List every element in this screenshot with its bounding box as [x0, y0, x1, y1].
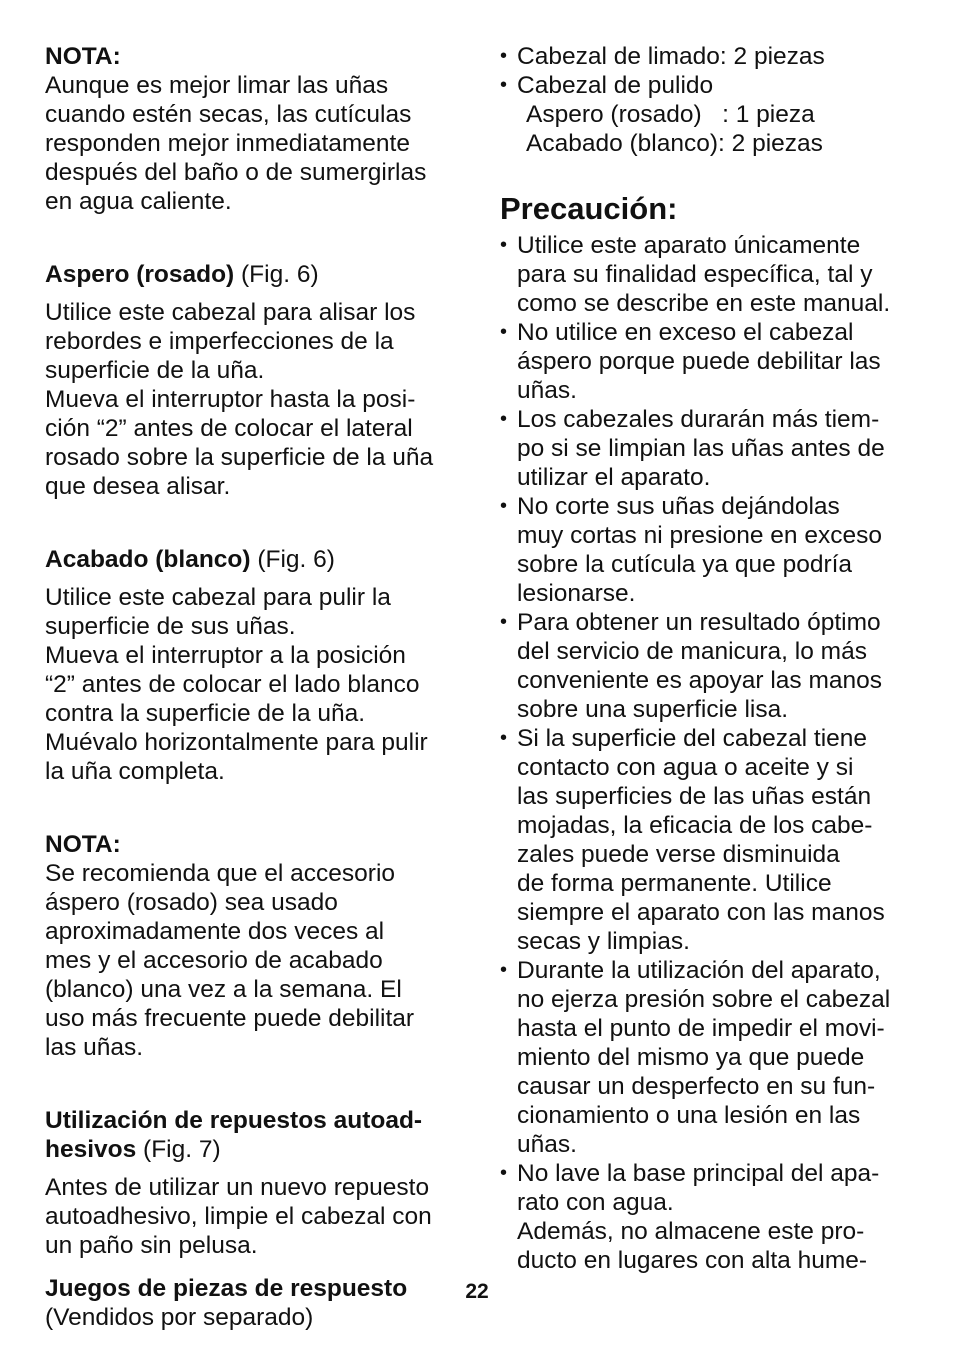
- caution-line: Utilice este aparato únicamente: [517, 232, 861, 259]
- acabado-title: Acabado (blanco): [45, 546, 251, 573]
- paragraph-line: rebordes e imperfecciones de la: [45, 328, 394, 355]
- note-line: las uñas.: [45, 1034, 144, 1061]
- caution-line: secas y limpias.: [517, 928, 690, 955]
- note-line: Se recomienda que el accesorio: [45, 860, 396, 887]
- page-number: 22: [465, 1280, 489, 1303]
- acabado-heading: [45, 545, 465, 574]
- paragraph-line: Mueva el interruptor a la posición: [45, 642, 406, 669]
- caution-line: sobre la cutícula ya que podría: [517, 551, 853, 578]
- caution-line: cionamiento o una lesión en las: [517, 1102, 861, 1129]
- caution-line: Si la superficie del cabezal tiene: [517, 725, 868, 752]
- caution-heading: Precaución:: [500, 191, 678, 226]
- caution-line: Además, no almacene este pro-: [517, 1218, 865, 1245]
- caution-line: uñas.: [517, 377, 577, 404]
- juegos-title: Juegos de piezas de respuesto: [45, 1275, 408, 1302]
- juegos-subtitle: (Vendidos por separado): [45, 1304, 314, 1331]
- note-line: cuando estén secas, las cutículas: [45, 101, 412, 128]
- note-section-2: [45, 830, 465, 1062]
- aspero-section: [45, 260, 465, 501]
- caution-line: de forma permanente. Utilice: [517, 870, 832, 897]
- caution-item: [500, 231, 920, 318]
- repuestos-heading: [45, 1135, 465, 1164]
- repuestos-title-line-2: hesivos: [45, 1136, 137, 1163]
- note-line: Aunque es mejor limar las uñas: [45, 72, 389, 99]
- paragraph-line: Utilice este cabezal para pulir la: [45, 584, 391, 611]
- aspero-title: Aspero (rosado): [45, 261, 235, 288]
- caution-line: no ejerza presión sobre el cabezal: [517, 986, 891, 1013]
- bullet-icon: •: [500, 234, 508, 256]
- note-label: NOTA:: [45, 43, 121, 70]
- caution-line: sobre una superficie lisa.: [517, 696, 789, 723]
- paragraph-line: la uña completa.: [45, 758, 225, 785]
- parts-sub-item: Acabado (blanco): 2 piezas: [526, 130, 823, 157]
- caution-line: Los cabezales durarán más tiem-: [517, 406, 880, 433]
- parts-list: [500, 42, 920, 158]
- figure-reference: (Fig. 6): [250, 546, 335, 573]
- bullet-icon: •: [500, 495, 508, 517]
- caution-line: las superficies de las uñas están: [517, 783, 872, 810]
- caution-line: muy cortas ni presione en exceso: [517, 522, 882, 549]
- paragraph-line: ción “2” antes de colocar el lateral: [45, 415, 413, 442]
- caution-line: No corte sus uñas dejándolas: [517, 493, 840, 520]
- note-section-1: [45, 42, 465, 216]
- caution-item: [500, 405, 920, 492]
- paragraph-line: superficie de sus uñas.: [45, 613, 296, 640]
- note-line: en agua caliente.: [45, 188, 232, 215]
- caution-line: lesionarse.: [517, 580, 636, 607]
- caution-line: zales puede verse disminuida: [517, 841, 840, 868]
- paragraph-line: que desea alisar.: [45, 473, 231, 500]
- caution-line: mojadas, la eficacia de los cabe-: [517, 812, 873, 839]
- caution-item: [500, 956, 920, 1159]
- caution-line: para su finalidad específica, tal y: [517, 261, 873, 288]
- note-line: aproximadamente dos veces al: [45, 918, 385, 945]
- note-line: mes y el accesorio de acabado: [45, 947, 383, 974]
- bullet-icon: •: [500, 408, 508, 430]
- figure-reference: (Fig. 6): [234, 261, 319, 288]
- caution-line: utilizar el aparato.: [517, 464, 711, 491]
- caution-item: [500, 1159, 920, 1275]
- caution-item: [500, 608, 920, 724]
- repuestos-title-line-1: Utilización de repuestos autoad-: [45, 1107, 423, 1134]
- caution-line: conveniente es apoyar las manos: [517, 667, 882, 694]
- right-column: [500, 42, 920, 1275]
- bullet-icon: •: [500, 74, 508, 96]
- note-label: NOTA:: [45, 831, 121, 858]
- caution-line: como se describe en este manual.: [517, 290, 891, 317]
- note-line: responden mejor inmediatamente: [45, 130, 410, 157]
- bullet-icon: •: [500, 959, 508, 981]
- caution-line: No lave la base principal del apa-: [517, 1160, 880, 1187]
- caution-item: [500, 724, 920, 956]
- caution-item: [500, 492, 920, 608]
- repuestos-section: [45, 1106, 465, 1260]
- paragraph-line: Muévalo horizontalmente para pulir: [45, 729, 428, 756]
- caution-line: rato con agua.: [517, 1189, 674, 1216]
- caution-line: contacto con agua o aceite y si: [517, 754, 854, 781]
- bullet-icon: •: [500, 321, 508, 343]
- note-line: después del baño o de sumergirlas: [45, 159, 427, 186]
- caution-line: No utilice en exceso el cabezal: [517, 319, 854, 346]
- paragraph-line: contra la superficie de la uña.: [45, 700, 366, 727]
- caution-line: áspero porque puede debilitar las: [517, 348, 881, 375]
- parts-item-text: Cabezal de pulido: [517, 72, 714, 99]
- parts-list-item: [500, 42, 920, 71]
- caution-line: miento del mismo ya que puede: [517, 1044, 865, 1071]
- caution-line: uñas.: [517, 1131, 577, 1158]
- paragraph-line: superficie de la uña.: [45, 357, 265, 384]
- paragraph-line: “2” antes de colocar el lado blanco: [45, 671, 420, 698]
- paragraph-line: rosado sobre la superficie de la uña: [45, 444, 434, 471]
- caution-line: causar un desperfecto en su fun-: [517, 1073, 876, 1100]
- caution-line: Para obtener un resultado óptimo: [517, 609, 881, 636]
- acabado-section: [45, 545, 465, 786]
- bullet-icon: •: [500, 1162, 508, 1184]
- aspero-heading: [45, 260, 465, 289]
- bullet-icon: •: [500, 727, 508, 749]
- caution-line: siempre el aparato con las manos: [517, 899, 885, 926]
- parts-item-text: Cabezal de limado: 2 piezas: [517, 43, 825, 70]
- paragraph-line: Utilice este cabezal para alisar los: [45, 299, 416, 326]
- parts-sub-item: Aspero (rosado) : 1 pieza: [526, 101, 815, 128]
- caution-list: [500, 231, 920, 1275]
- caution-item: [500, 318, 920, 405]
- caution-line: del servicio de manicura, lo más: [517, 638, 867, 665]
- caution-line: ducto en lugares con alta hume-: [517, 1247, 868, 1274]
- figure-reference: (Fig. 7): [136, 1136, 221, 1163]
- paragraph-line: autoadhesivo, limpie el cabezal con: [45, 1203, 432, 1230]
- caution-line: hasta el punto de impedir el movi-: [517, 1015, 885, 1042]
- note-line: áspero (rosado) sea usado: [45, 889, 338, 916]
- bullet-icon: •: [500, 45, 508, 67]
- caution-line: Durante la utilización del aparato,: [517, 957, 881, 984]
- paragraph-line: Mueva el interruptor hasta la posi-: [45, 386, 416, 413]
- note-line: (blanco) una vez a la semana. El: [45, 976, 402, 1003]
- left-column: [45, 42, 465, 1332]
- note-line: uso más frecuente puede debilitar: [45, 1005, 415, 1032]
- paragraph-line: Antes de utilizar un nuevo repuesto: [45, 1174, 430, 1201]
- bullet-icon: •: [500, 611, 508, 633]
- caution-line: po si se limpian las uñas antes de: [517, 435, 885, 462]
- paragraph-line: un paño sin pelusa.: [45, 1232, 258, 1259]
- parts-list-item: [500, 71, 920, 100]
